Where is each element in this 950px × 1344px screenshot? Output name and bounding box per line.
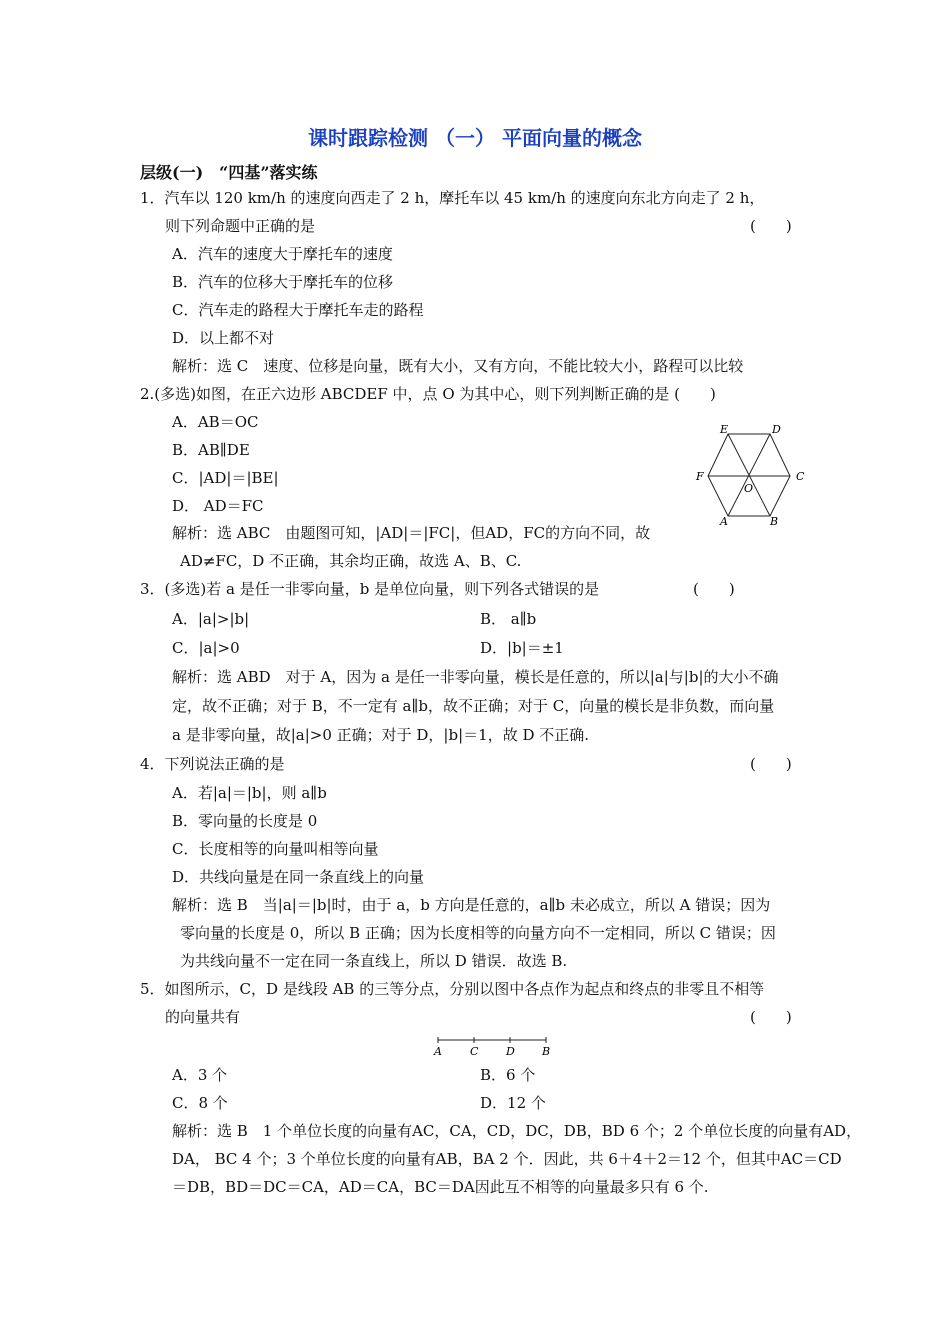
seg-label-b: B (542, 1045, 551, 1058)
q1-analysis: 解析：选 C 速度、位移是向量，既有大小，又有方向，不能比较大小，路程可以比较 (172, 357, 744, 375)
q5-analysis-line3: ＝DB，BD＝DC＝CA，AD＝CA，BC＝DA因此互不相等的向量最多只有 6 个. (172, 1178, 709, 1196)
hex-label-c: C (796, 470, 805, 483)
segment-figure (430, 1032, 554, 1060)
q4-analysis-line3: 为共线向量不一定在同一条直线上，所以 D 错误．故选 B. (180, 952, 568, 970)
q3-option-c: C．|a|>0 (172, 639, 240, 657)
hex-label-b: B (770, 515, 779, 528)
q2-option-c: C．|AD|＝|BE| (172, 469, 279, 487)
q3-analysis-line1: 解析：选 ABD 对于 A，因为 a 是任一非零向量，模长是任意的，所以|a|与|b|的大小不确 (172, 668, 779, 686)
q1-option-b: B．汽车的位移大于摩托车的位移 (172, 273, 394, 291)
q5-stem-line2: 的向量共有 (165, 1008, 241, 1026)
hex-label-e: E (720, 423, 729, 436)
q2-stem: 2.(多选)如图，在正六边形 ABCDEF 中，点 O 为其中心，则下列判断正确的是 ( ) (140, 385, 716, 403)
q1-option-d: D．以上都不对 (172, 329, 275, 347)
q5-analysis-line1: 解析：选 B 1 个单位长度的向量有AC，CA，CD，DC，DB，BD 6 个；2 个单位长度的向量有AD， (172, 1122, 862, 1140)
q4-option-a: A．若|a|＝|b|，则 a∥b (172, 784, 327, 802)
q2-option-a: A．AB＝OC (172, 413, 259, 431)
q1-option-a: A．汽车的速度大于摩托车的速度 (172, 245, 393, 263)
q3-analysis-line2: 定，故不正确；对于 B，不一定有 a∥b，故不正确；对于 C，向量的模长是非负数，而向量 (172, 697, 775, 715)
q3-stem: 3．(多选)若 a 是任一非零向量，b 是单位向量，则下列各式错误的是 (140, 580, 600, 598)
q2-analysis-line1: 解析：选 ABC 由题图可知，|AD|＝|FC|，但AD，FC的方向不同，故 (172, 524, 651, 542)
q1-option-c: C．汽车走的路程大于摩托车走的路程 (172, 301, 424, 319)
q5-answer-paren: ( ) (750, 1008, 792, 1026)
q2-option-b: B．AB∥DE (172, 441, 250, 459)
seg-label-d: D (506, 1045, 515, 1058)
q5-option-c: C．8 个 (172, 1094, 228, 1112)
q1-stem-line2: 则下列命题中正确的是 (165, 217, 316, 235)
q4-stem: 4．下列说法正确的是 (140, 755, 285, 773)
q4-answer-paren: ( ) (750, 755, 792, 773)
hex-label-d: D (772, 423, 781, 436)
hex-label-a: A (720, 515, 728, 528)
q4-analysis-line1: 解析：选 B 当|a|＝|b|时，由于 a，b 方向是任意的，a∥b 未必成立，所以 A 错误；因为 (172, 896, 771, 914)
q5-option-a: A．3 个 (172, 1066, 228, 1084)
q5-stem-line1: 5．如图所示，C，D 是线段 AB 的三等分点，分别以图中各点作为起点和终点的非零且不相等 (140, 980, 765, 998)
hex-label-o: O (744, 482, 754, 495)
q1-stem-line1: 1．汽车以 120 km/h 的速度向西走了 2 h，摩托车以 45 km/h 的速度向东北方向走了 2 h， (140, 189, 765, 207)
q2-analysis-line2: AD≠FC，D 不正确，其余均正确，故选 A、B、C. (180, 552, 522, 570)
q3-answer-paren: ( ) (693, 580, 735, 598)
q5-option-d: D．12 个 (480, 1094, 546, 1112)
q3-analysis-line3: a 是非零向量，故|a|>0 正确；对于 D，|b|＝1，故 D 不正确. (172, 726, 590, 744)
page-title: 课时跟踪检测 （一） 平面向量的概念 (308, 126, 642, 150)
q2-option-d: D． AD＝FC (172, 497, 264, 515)
q5-option-b: B．6 个 (480, 1066, 536, 1084)
seg-label-c: C (470, 1045, 479, 1058)
q3-option-a: A．|a|>|b| (172, 610, 250, 628)
q1-answer-paren: ( ) (750, 217, 792, 235)
q3-option-d: D．|b|＝±1 (480, 639, 564, 657)
q4-option-b: B．零向量的长度是 0 (172, 812, 318, 830)
section-heading: 层级(一) “四基”落实练 (140, 163, 318, 182)
q4-option-d: D．共线向量是在同一条直线上的向量 (172, 868, 425, 886)
q3-option-b: B． a∥b (480, 610, 537, 628)
q4-analysis-line2: 零向量的长度是 0，所以 B 正确；因为长度相等的向量方向不一定相同，所以 C 错误；因 (180, 924, 776, 942)
q5-analysis-line2: DA， BC 4 个；3 个单位长度的向量有AB，BA 2 个．因此，共 6＋4＋2＝12 个，但其中AC＝CD (172, 1150, 842, 1168)
hexagon-figure (690, 420, 810, 530)
q4-option-c: C．长度相等的向量叫相等向量 (172, 840, 379, 858)
hex-label-f: F (696, 470, 704, 483)
seg-label-a: A (434, 1045, 442, 1058)
